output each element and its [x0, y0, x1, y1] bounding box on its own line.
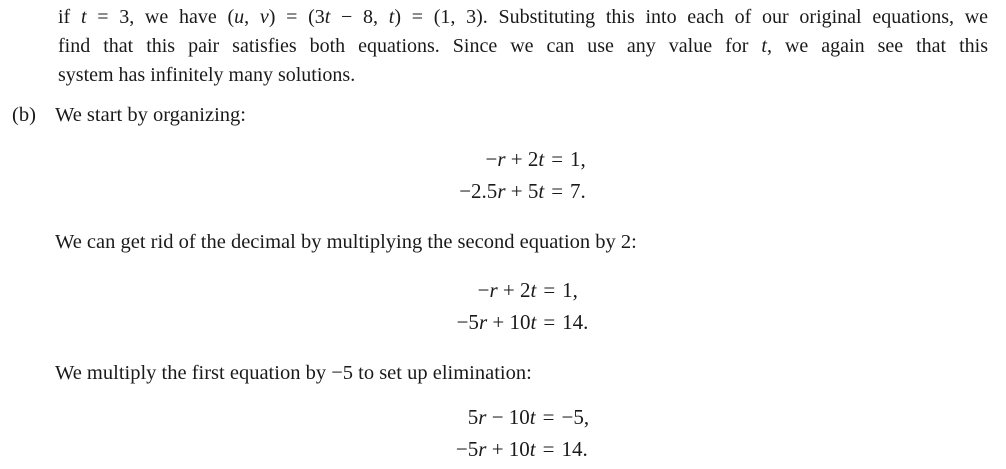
- math-variable: v: [259, 6, 269, 28]
- equation-lhs: [459, 175, 544, 207]
- part-b-row: [12, 101, 1006, 130]
- page-root: [0, 3, 1006, 469]
- text-segment: + 10: [486, 437, 530, 461]
- paragraph-line-1: [58, 3, 988, 32]
- equation-lhs: [485, 143, 544, 175]
- equation-rhs: 14.: [561, 437, 588, 461]
- equation-lhs: [468, 401, 536, 433]
- equation-lhs: [478, 274, 537, 306]
- equation-rhs: −5,: [561, 405, 590, 429]
- math-variable: r: [478, 437, 487, 461]
- text-segment: ) = (1, 3). Substituting this into each of our original equations, we: [394, 6, 989, 28]
- paragraph-continuation: [58, 3, 988, 90]
- paragraph-line-3: [58, 61, 988, 90]
- equation-grid-1: [459, 143, 586, 207]
- math-variable: t: [324, 6, 331, 28]
- equation-block-1: [55, 143, 990, 207]
- math-variable: t: [530, 310, 537, 334]
- equation-block-2: [55, 274, 990, 338]
- math-variable: t: [761, 35, 767, 57]
- text-segment: + 2: [505, 147, 539, 171]
- math-variable: t: [530, 278, 537, 302]
- equals-sign: =: [542, 437, 555, 461]
- text-segment: + 10: [487, 310, 531, 334]
- text-segment: , we again see that this: [766, 35, 989, 57]
- narration-multiply-by-neg5: We multiply the first equation by −5 to set up elimination:: [55, 362, 532, 384]
- text-segment: −: [477, 278, 490, 302]
- text-segment: = 3, we have (: [86, 6, 235, 28]
- equation-rhs: 1,: [570, 147, 586, 171]
- math-variable: r: [497, 147, 506, 171]
- equals-sign: =: [543, 310, 556, 334]
- part-b-intro: We start by organizing:: [55, 104, 246, 126]
- text-segment: −5: [455, 437, 479, 461]
- equation-lhs: [457, 306, 537, 338]
- math-variable: r: [478, 405, 487, 429]
- math-variable: t: [538, 147, 545, 171]
- text-segment: find that this pair satisfies both equations. Since we can use any value for: [58, 35, 762, 57]
- text-segment: −5: [456, 310, 479, 334]
- equals-sign: =: [551, 179, 564, 203]
- equation-block-3: [55, 401, 990, 465]
- narration-multiply-by-2: We can get rid of the decimal by multiplying the second equation by 2:: [55, 231, 637, 253]
- text-segment: − 8,: [330, 6, 389, 28]
- text-segment: ,: [244, 6, 260, 28]
- textbook-page: [0, 3, 1006, 469]
- paragraph-line-2: [58, 32, 988, 61]
- equation-grid-2: [457, 274, 589, 338]
- equation-rhs: 14.: [562, 310, 589, 334]
- math-variable: t: [529, 405, 536, 429]
- text-segment: ) = (3: [268, 6, 325, 28]
- math-variable: t: [538, 179, 545, 203]
- math-variable: t: [529, 437, 536, 461]
- equation-rhs: 1,: [562, 278, 578, 302]
- math-variable: t: [388, 6, 395, 28]
- math-variable: r: [489, 278, 498, 302]
- text-segment: + 2: [497, 278, 531, 302]
- text-segment: system has infinitely many solutions.: [58, 64, 356, 86]
- math-variable: t: [80, 6, 87, 28]
- text-segment: if: [58, 6, 81, 28]
- math-variable: r: [497, 179, 506, 203]
- equals-sign: =: [543, 278, 556, 302]
- text-segment: −2.5: [459, 179, 498, 203]
- math-variable: u: [234, 6, 245, 28]
- math-variable: r: [478, 310, 488, 334]
- equals-sign: =: [542, 405, 555, 429]
- equation-lhs: [456, 433, 536, 465]
- text-segment: 5: [467, 405, 479, 429]
- equation-rhs: 7.: [570, 179, 586, 203]
- text-segment: − 10: [486, 405, 530, 429]
- text-segment: + 5: [505, 179, 539, 203]
- equation-grid-3: [456, 401, 589, 465]
- text-segment: −: [485, 147, 498, 171]
- part-b-label: (b): [12, 104, 36, 126]
- equals-sign: =: [551, 147, 564, 171]
